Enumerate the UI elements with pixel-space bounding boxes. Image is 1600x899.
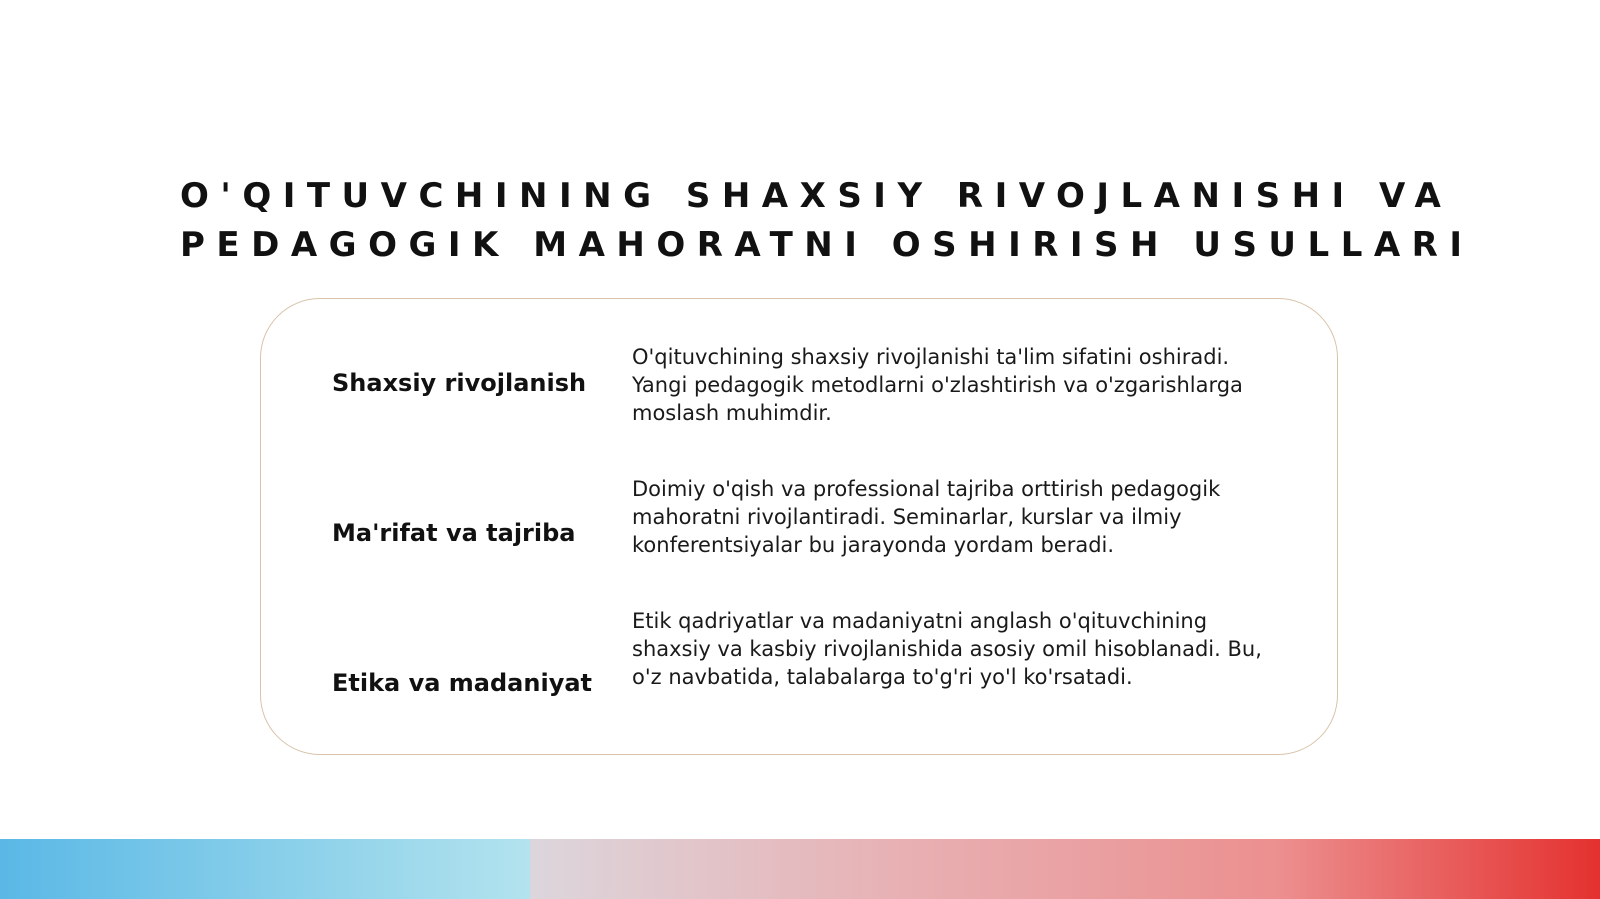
row-label-etika-va-madaniyat: Etika va madaniyat: [332, 669, 593, 697]
row-description-line: shaxsiy va kasbiy rivojlanishida asosiy omil hisoblanadi. Bu,: [632, 637, 1262, 661]
row-description-line: O'qituvchining shaxsiy rivojlanishi ta'lim sifatini oshiradi.: [632, 345, 1230, 369]
slide-title-line-2: PEDAGOGIK MAHORATNI OSHIRISH USULLARI: [180, 225, 1474, 265]
footer-band-red-segment: [530, 839, 1600, 899]
row-description-line: Etik qadriyatlar va madaniyatni anglash o'qituvchining: [632, 609, 1208, 633]
row-description-line: Yangi pedagogik metodlarni o'zlashtirish va o'zgarishlarga: [632, 373, 1243, 397]
row-description-etika-va-madaniyat: [632, 607, 1302, 691]
row-description-line: konferentsiyalar bu jarayonda yordam beradi.: [632, 533, 1115, 557]
row-description-line: mahoratni rivojlantiradi. Seminarlar, kurslar va ilmiy: [632, 505, 1182, 529]
row-description-line: moslash muhimdir.: [632, 401, 832, 425]
row-description-shaxsiy-rivojlanish: [632, 343, 1302, 427]
footer-gradient-band: [0, 839, 1600, 899]
footer-band-blue-segment: [0, 839, 530, 899]
slide-title: [180, 172, 1580, 270]
row-description-line: o'z navbatida, talabalarga to'g'ri yo'l ko'rsatadi.: [632, 665, 1133, 689]
row-description-marifat-va-tajriba: [632, 475, 1302, 559]
row-label-marifat-va-tajriba: Ma'rifat va tajriba: [332, 519, 576, 547]
row-description-line: Doimiy o'qish va professional tajriba orttirish pedagogik: [632, 477, 1221, 501]
slide-title-line-1: O'QITUVCHINING SHAXSIY RIVOJLANISHI VA: [180, 176, 1453, 216]
row-label-shaxsiy-rivojlanish: Shaxsiy rivojlanish: [332, 369, 587, 397]
